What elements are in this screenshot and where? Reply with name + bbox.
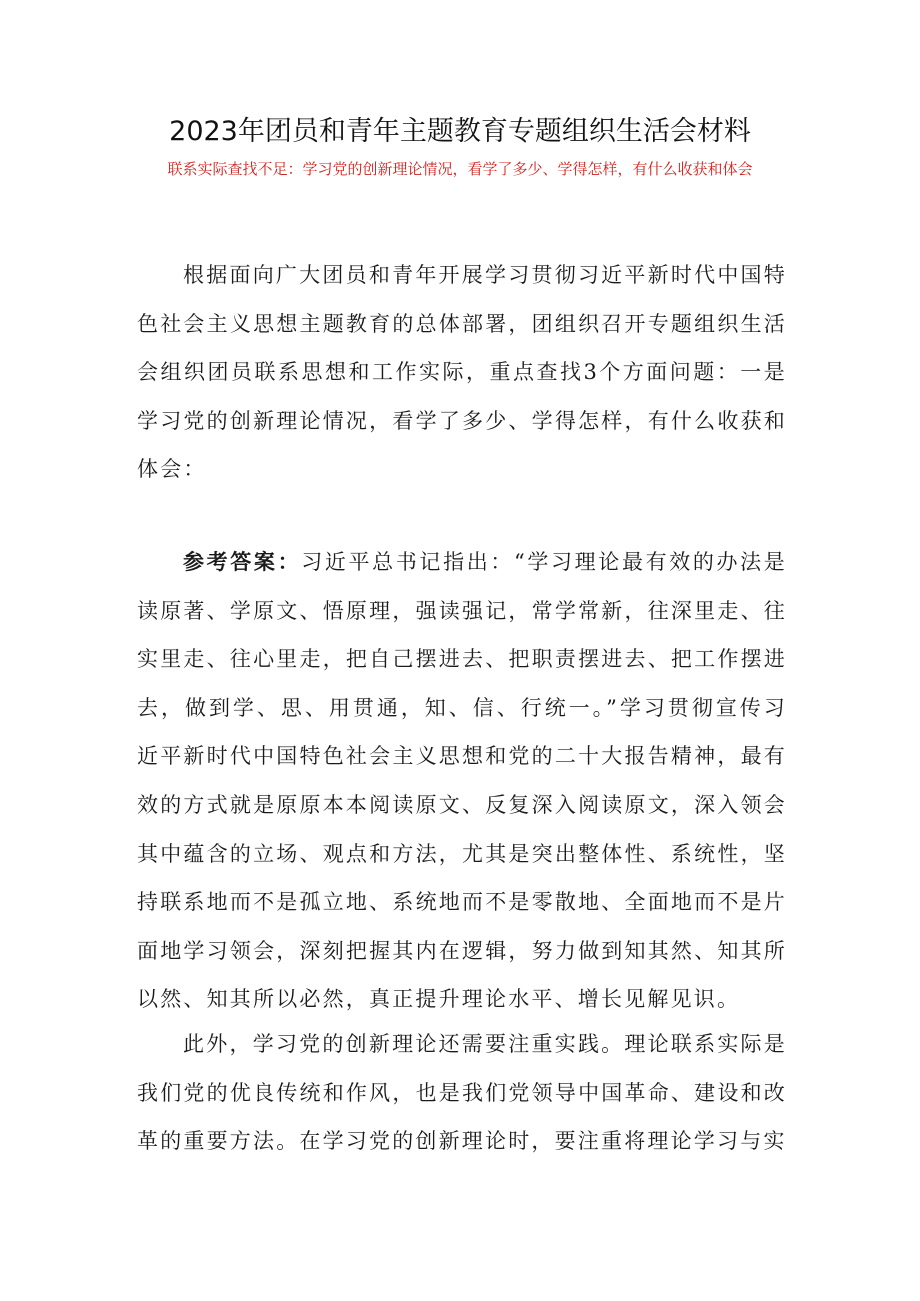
practice-paragraph: 此外，学习党的创新理论还需要注重实践。理论联系实际是我们党的优良传统和作风，也是我们党领导中国革命、建设和改革的重要方法。在学习党的创新理论时，要注重将理论学习与实 bbox=[137, 1032, 787, 1154]
answer-text: 习近平总书记指出：“学习理论最有效的办法是读原著、学原文、悟原理，强读强记，常学常新，往深里走、往实里走、往心里走，把自己摆进去、把职责摆进去、把工作摆进去，做到学、思、用贯通，知、信、行统一。”学习贯彻宣传习近平新时代中国特色社会主义思想和党的二十大报告精神，最有效的方式就是原原本本阅读原文、反复深入阅读原文，深入领会其中蕴含的立场、观点和方法，尤其是突出整体性、系统性，坚持联系地而不是孤立地、系统地而不是零散地、全面地而不是片面地学习领会，深刻把握其内在逻辑，努力做到知其然、知其所以然、知其所以必然，真正提升理论水平、增长见解见识。 bbox=[137, 550, 788, 1012]
answer-label: 参考答案： bbox=[183, 549, 302, 574]
intro-paragraph: 根据面向广大团员和青年开展学习贯彻习近平新时代中国特色社会主义思想主题教育的总体部署，团组织召开专题组织生活会组织团员联系思想和工作实际，重点查找3个方面问题：一是学习党的创新理论情况，看学了多少、学得怎样，有什么收获和体会： bbox=[137, 263, 787, 482]
document-title: 2023年团员和青年主题教育专题组织生活会材料 bbox=[169, 116, 751, 147]
answer-paragraph bbox=[137, 538, 787, 1024]
document-subtitle: 联系实际查找不足：学习党的创新理论情况，看学了多少、学得怎样，有什么收获和体会 bbox=[167, 160, 753, 178]
